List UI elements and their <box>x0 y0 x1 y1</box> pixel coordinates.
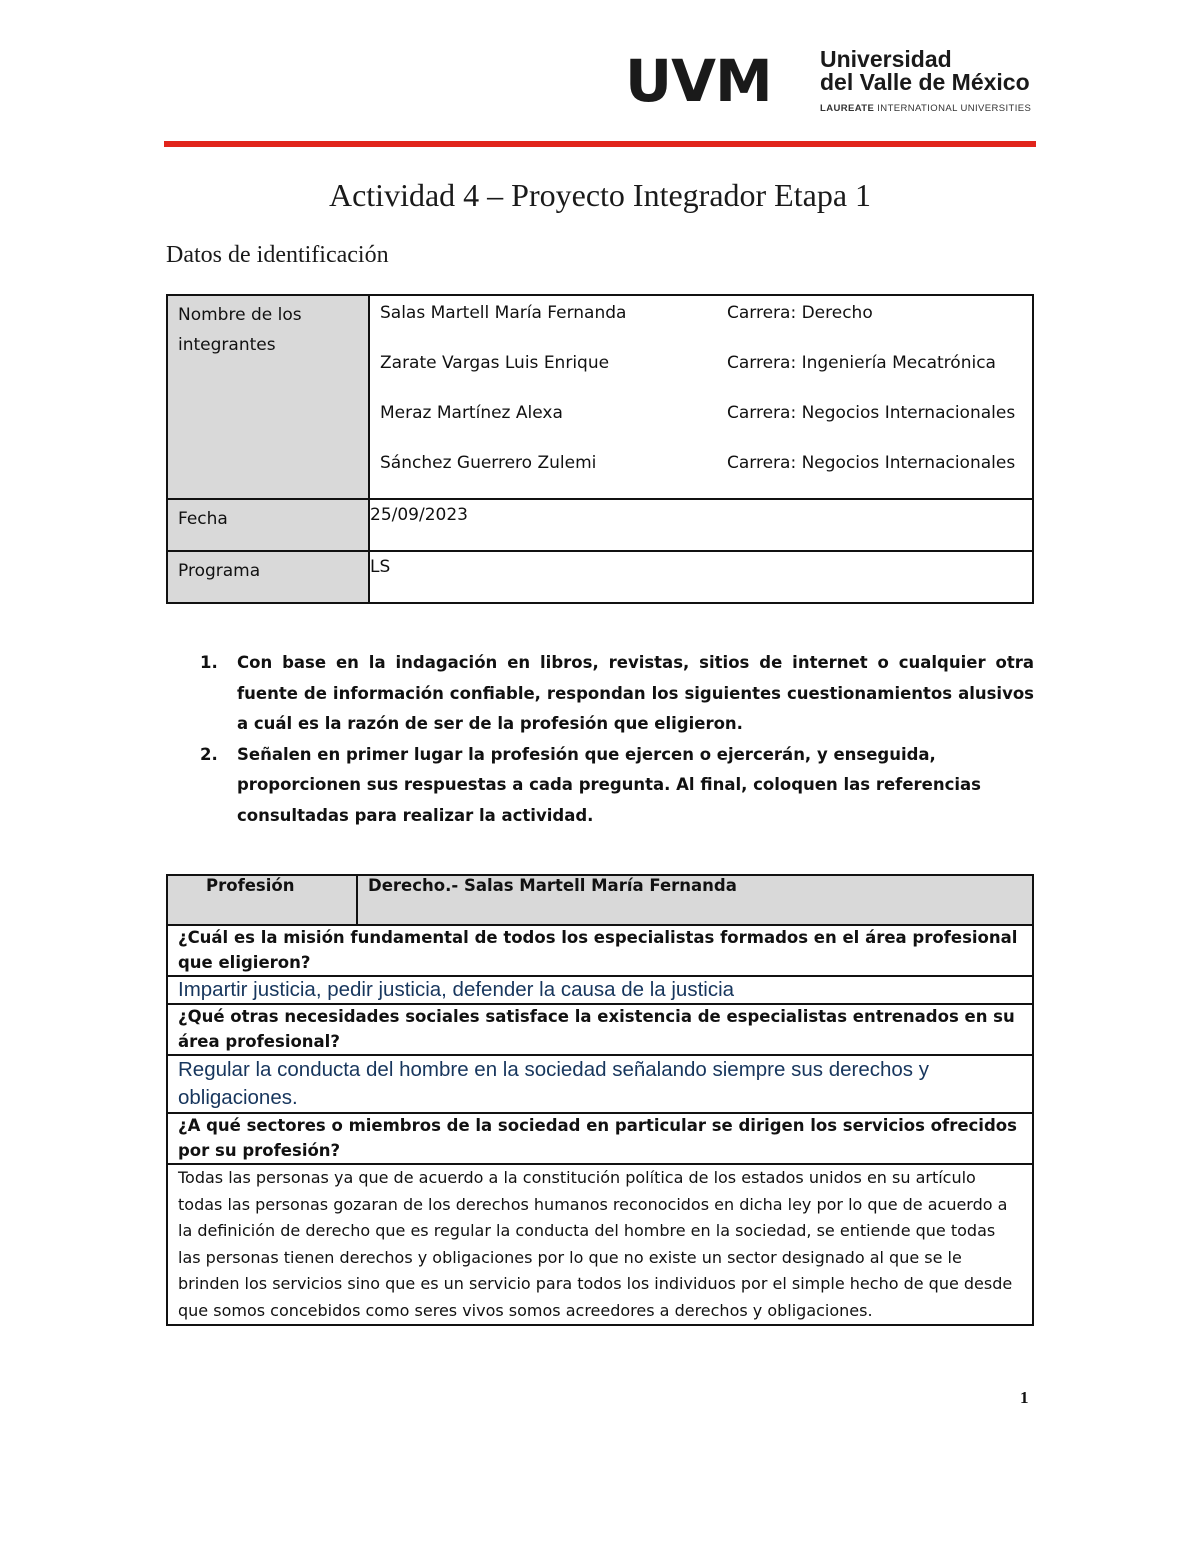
laureate-tagline-bold: LAUREATE <box>820 103 875 114</box>
header-divider <box>164 141 1036 147</box>
member-career: Carrera: Ingeniería Mecatrónica <box>727 353 996 373</box>
program-label: Programa <box>167 551 369 603</box>
university-name <box>820 48 1030 94</box>
members-row <box>167 295 1033 499</box>
answer-1: Impartir justicia, pedir justicia, defender la causa de la justicia <box>167 976 1033 1004</box>
answer-3: Todas las personas ya que de acuerdo a la constitución política de los estados unidos en su artículo todas las personas gozaran de los derechos humanos reconocidos en dicha ley por lo que de acuerdo a la definición de derecho que es regular la conducta del hombre en la sociedad, se entiende que todas las personas tienen derechos y obligaciones por lo que no existe un sector designado al que se le brinden los servicios sino que es un servicio para todos los individuos por el simple hecho de que desde que somos concebidos como seres vivos somos acreedores a derechos y obligaciones. <box>167 1164 1033 1325</box>
member-row <box>370 348 1032 398</box>
program-value: LS <box>369 551 1033 603</box>
date-row <box>167 499 1033 551</box>
profession-value: Derecho.- Salas Martell María Fernanda <box>357 875 1033 925</box>
program-row <box>167 551 1033 603</box>
answer-row <box>167 1164 1033 1325</box>
university-name-line1: Universidad <box>820 46 952 72</box>
member-name: Meraz Martínez Alexa <box>380 403 563 423</box>
member-row <box>370 398 1032 448</box>
question-row <box>167 1113 1033 1164</box>
instruction-text: Con base en la indagación en libros, revistas, sitios de internet o cualquier otra fuente de información confiable, respondan los siguientes cuestionamientos alusivos a cuál es la razón de ser de la profesión que eligieron. <box>237 653 1034 733</box>
member-name: Salas Martell María Fernanda <box>380 303 627 323</box>
answer-row <box>167 976 1033 1004</box>
member-career: Carrera: Negocios Internacionales <box>727 453 1016 473</box>
instruction-item <box>200 648 1034 740</box>
date-value: 25/09/2023 <box>369 499 1033 551</box>
member-career: Carrera: Negocios Internacionales <box>727 403 1016 423</box>
profession-table <box>166 874 1034 1326</box>
member-name: Zarate Vargas Luis Enrique <box>380 353 610 373</box>
instructions-list <box>166 648 1034 831</box>
member-career: Carrera: Derecho <box>727 303 873 323</box>
section-subtitle: Datos de identificación <box>166 242 389 268</box>
answer-row <box>167 1055 1033 1113</box>
members-cell <box>369 295 1033 499</box>
question-3: ¿A qué sectores o miembros de la sociedad en particular se dirigen los servicios ofrecidos por su profesión? <box>167 1113 1033 1164</box>
instruction-text: Señalen en primer lugar la profesión que ejercen o ejercerán, y enseguida, proporcionen sus respuestas a cada pregunta. Al final, coloquen las referencias consultadas para realizar la actividad. <box>237 744 981 825</box>
question-row <box>167 925 1033 976</box>
instruction-number: 1. <box>200 653 218 672</box>
university-name-line2: del Valle de México <box>820 69 1030 95</box>
instruction-number: 2. <box>200 744 218 764</box>
member-row <box>370 448 1032 498</box>
identification-table <box>166 294 1034 604</box>
member-name: Sánchez Guerrero Zulemi <box>380 453 597 473</box>
question-2: ¿Qué otras necesidades sociales satisface la existencia de especialistas entrenados en su área profesional? <box>167 1004 1033 1055</box>
question-1: ¿Cuál es la misión fundamental de todos los especialistas formados en el área profesional que eligieron? <box>167 925 1033 976</box>
date-label: Fecha <box>167 499 369 551</box>
profession-header-row <box>167 875 1033 925</box>
member-row <box>370 298 1032 348</box>
laureate-tagline <box>820 103 1031 114</box>
question-row <box>167 1004 1033 1055</box>
instruction-item <box>200 740 1034 832</box>
members-label: Nombre de los integrantes <box>167 295 369 499</box>
answer-2: Regular la conducta del hombre en la sociedad señalando siempre sus derechos y obligaciones. <box>167 1055 1033 1113</box>
uvm-logo-mark: UVM <box>625 47 772 115</box>
page-number: 1 <box>1020 1388 1029 1407</box>
laureate-tagline-rest: INTERNATIONAL UNIVERSITIES <box>877 103 1032 114</box>
document-title: Actividad 4 – Proyecto Integrador Etapa 1 <box>328 177 872 213</box>
profession-label: Profesión <box>167 875 357 925</box>
